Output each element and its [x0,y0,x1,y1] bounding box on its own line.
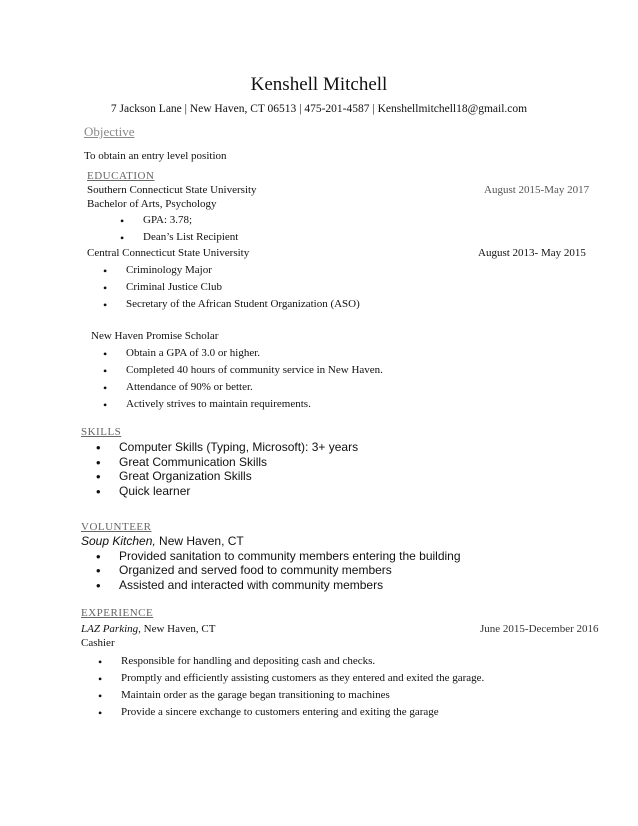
employer-line [81,623,215,635]
candidate-name: Kenshell Mitchell [250,74,388,95]
list-item: • Attendance of 90% or better. [126,381,253,393]
list-item: • Great Communication Skills [119,455,267,469]
list-item: • GPA: 3.78; [143,214,192,226]
skills-heading: SKILLS [81,426,122,438]
objective-text: To obtain an entry level position [84,150,227,162]
list-item: • Criminal Justice Club [126,281,222,293]
school-dates: August 2015-May 2017 [484,184,590,196]
job-dates: June 2015-December 2016 [480,623,599,635]
volunteer-location: New Haven, CT [155,534,244,548]
experience-heading: EXPERIENCE [81,607,154,619]
list-item: • Organized and served food to community members [119,563,392,577]
contact-line: 7 Jackson Lane | New Haven, CT 06513 | 475-201-4587 | Kenshellmitchell18@gmail.com [110,103,528,115]
list-item: • Obtain a GPA of 3.0 or higher. [126,347,260,359]
school-dates: August 2013- May 2015 [478,247,586,259]
list-item: • Maintain order as the garage began transitioning to machines [121,689,390,701]
volunteer-heading: VOLUNTEER [81,521,152,533]
list-item: • Computer Skills (Typing, Microsoft): 3+ years [119,440,358,454]
list-item: • Assisted and interacted with community members [119,578,383,592]
objective-heading: Objective [84,124,135,139]
list-item: • Dean’s List Recipient [143,231,238,243]
job-role: Cashier [81,637,115,649]
school-name: Southern Connecticut State University [87,184,257,196]
list-item: • Provide a sincere exchange to customers entering and exiting the garage [121,706,439,718]
list-item: • Quick learner [119,484,190,498]
list-item: • Secretary of the African Student Organization (ASO) [126,298,360,310]
list-item: • Actively strives to maintain requirements. [126,398,311,410]
list-item: • Provided sanitation to community members entering the building [119,549,461,563]
scholar-title: New Haven Promise Scholar [91,330,219,342]
employer-name: LAZ Parking [81,623,139,635]
employer-location: , New Haven, CT [138,623,216,635]
list-item: • Responsible for handling and depositing cash and checks. [121,655,375,667]
degree: Bachelor of Arts, Psychology [87,198,217,210]
list-item: • Completed 40 hours of community service in New Haven. [126,364,383,376]
list-item: • Criminology Major [126,264,212,276]
volunteer-org: Soup Kitchen, [81,534,156,548]
volunteer-org-line [81,534,244,548]
school-name: Central Connecticut State University [87,247,250,259]
list-item: • Great Organization Skills [119,469,252,483]
list-item: • Promptly and efficiently assisting customers as they entered and exited the garage. [121,672,484,684]
education-heading: EDUCATION [87,170,155,182]
